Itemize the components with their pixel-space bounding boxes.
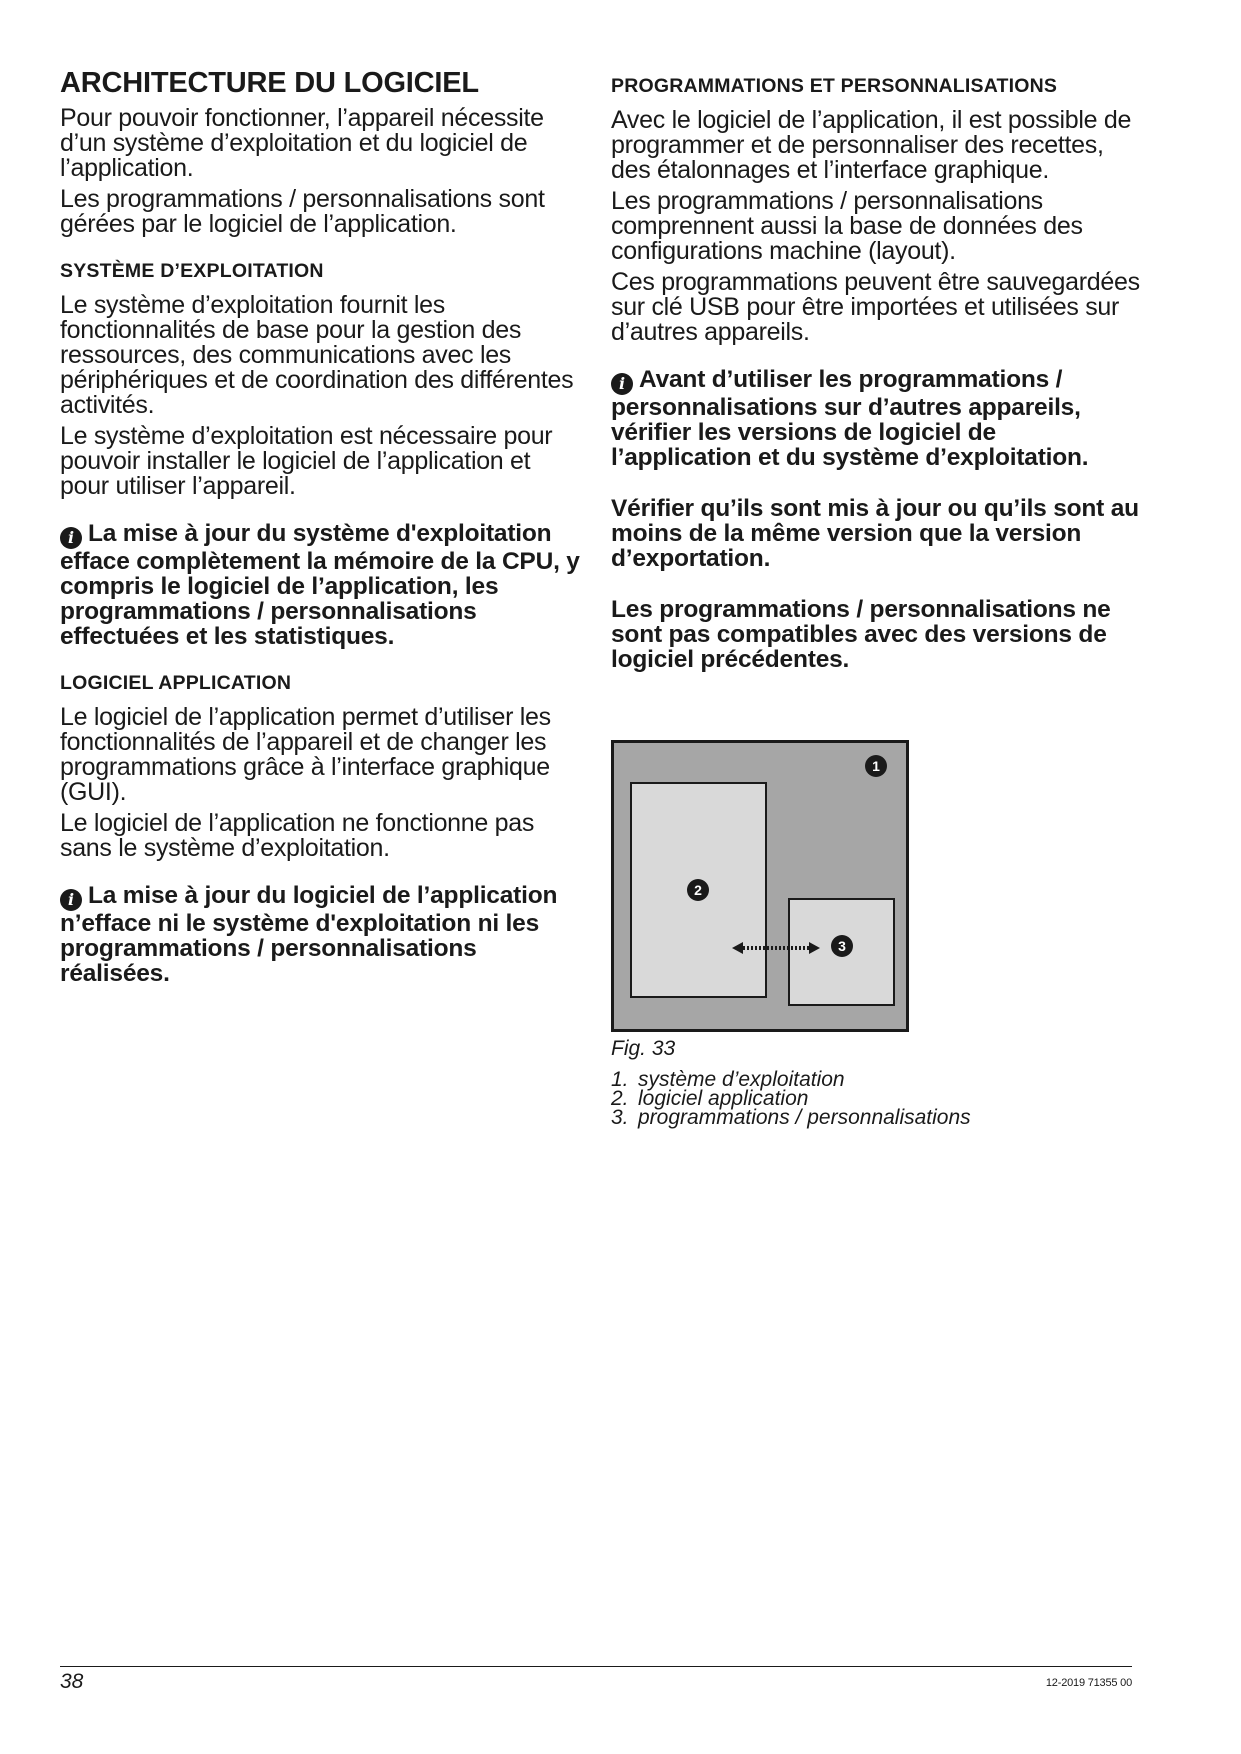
legend-item: 1. système d’exploitation [611, 1068, 845, 1091]
info-circle-icon: i [611, 373, 633, 395]
app-paragraph-1: Le logiciel de l’application permet d’utiliser les fonctionnalités de l’appareil et de changer les programmations grâce à l’interface graphique (GUI). [60, 703, 551, 806]
info-circle-icon: i [60, 527, 82, 549]
prog-note-1 [611, 367, 1141, 470]
left-column [60, 66, 580, 1006]
footer-divider [60, 1666, 1132, 1667]
app-note [60, 883, 580, 986]
intro-paragraph-1: Pour pouvoir fonctionner, l’appareil nécessite d’un système d’exploitation et du logiciel de l’application. [60, 104, 544, 182]
right-column [611, 74, 1141, 692]
figure-caption: Fig. 33 [611, 1037, 676, 1060]
architecture-figure [611, 740, 909, 1032]
callout-1: 1 [865, 755, 887, 777]
prog-note-3: Les programmations / personnalisations ne sont pas compatibles avec des versions de logiciel précédentes. [611, 596, 1111, 673]
app-heading: LOGICIEL APPLICATION [60, 672, 292, 694]
os-heading: SYSTÈME D’EXPLOITATION [60, 260, 324, 282]
os-paragraph-1: Le système d’exploitation fournit les fonctionnalités de base pour la gestion des ressources, des communications avec les périphériques et de coordination des différentes activités. [60, 291, 574, 419]
prog-note-2: Vérifier qu’ils sont mis à jour ou qu’ils sont au moins de la même version que la version d’exportation. [611, 495, 1139, 572]
os-note [60, 521, 580, 649]
prog-paragraph-1: Avec le logiciel de l’application, il est possible de programmer et de personnaliser des recettes, des étalonnages et l’interface graphique. [611, 106, 1132, 184]
document-code: 12-2019 71355 00 [1045, 1677, 1132, 1689]
intro-paragraph-2: Les programmations / personnalisations sont gérées par le logiciel de l’application. [60, 185, 545, 238]
prog-note-1-text: Avant d’utiliser les programmations / personnalisations sur d’autres appareils, vérifier les versions de logiciel de l’application et du système d’exploitation. [611, 366, 1089, 471]
legend-item: 2. logiciel application [611, 1087, 809, 1110]
page-number: 38 [60, 1670, 84, 1693]
callout-2: 2 [687, 879, 709, 901]
app-note-text: La mise à jour du logiciel de l’application n’efface ni le système d'exploitation ni les programmations / personnalisations réalisées. [60, 882, 558, 987]
prog-paragraph-3: Ces programmations peuvent être sauvegardées sur clé USB pour être importées et utilisées sur d’autres appareils. [611, 268, 1140, 346]
prog-heading: PROGRAMMATIONS ET PERSONNALISATIONS [611, 75, 1058, 97]
double-arrow-icon [732, 940, 820, 956]
app-paragraph-2: Le logiciel de l’application ne fonctionne pas sans le système d’exploitation. [60, 809, 535, 862]
legend-item: 3. programmations / personnalisations [611, 1106, 971, 1129]
callout-3: 3 [831, 935, 853, 957]
prog-paragraph-2: Les programmations / personnalisations comprennent aussi la base de données des configurations machine (layout). [611, 187, 1083, 265]
os-note-text: La mise à jour du système d'exploitation efface complètement la mémoire de la CPU, y compris le logiciel de l’application, les programmations / personnalisations effectuées et les statistiques. [60, 520, 580, 650]
os-paragraph-2: Le système d’exploitation est nécessaire pour pouvoir installer le logiciel de l’application et pour utiliser l’appareil. [60, 422, 553, 500]
figure-legend [611, 1070, 971, 1127]
page-title: ARCHITECTURE DU LOGICIEL [60, 67, 479, 99]
info-circle-icon: i [60, 889, 82, 911]
